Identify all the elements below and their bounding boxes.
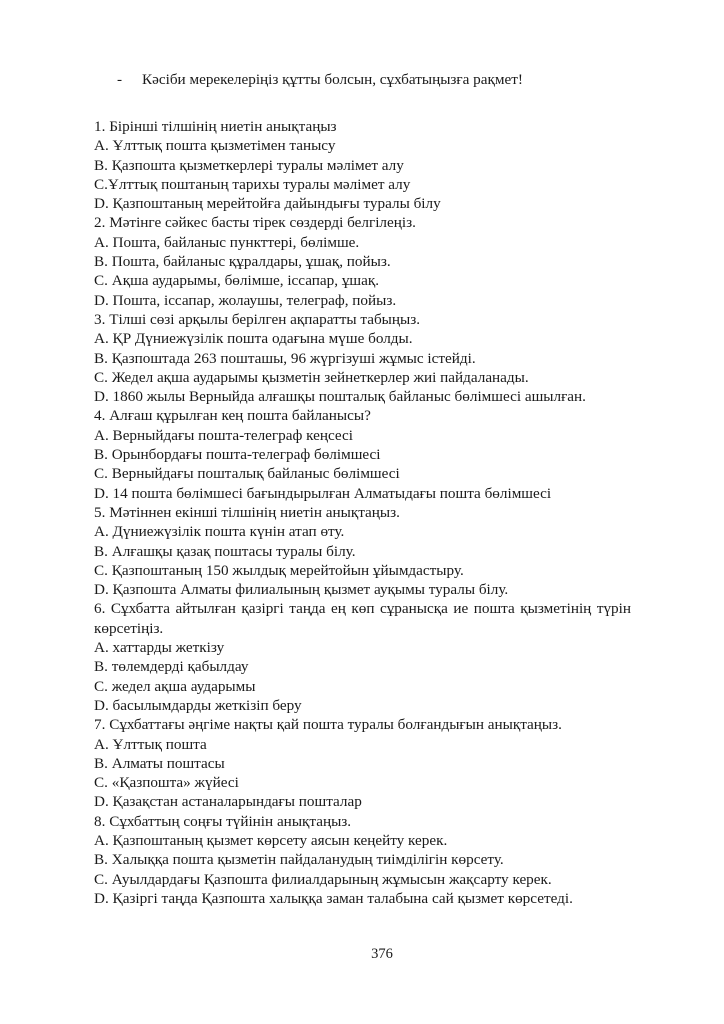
dash-bullet: - [117,71,123,88]
answer-option: C. Қазпоштаның 150 жылдық мерейтойын ұйымдастыру. [94,561,464,579]
answer-option: A. Ұлттық пошта қызметімен танысу [94,137,336,155]
question-text: 6. Сұхбатта айтылған қазіргі таңда ең көп сұранысқа ие пошта қызметінің түрін көрсетіңіз. [94,600,631,637]
answer-option: B. Орынбордағы пошта-телеграф бөлімшесі [94,446,381,464]
question-text: 5. Мәтіннен екінші тілшінің ниетін анықтаңыз. [94,503,400,521]
question-text: 8. Сұхбаттың соңғы түйінін анықтаңыз. [94,812,352,830]
question-block [94,503,631,599]
answer-option: A. Дүниежүзілік пошта күнін атап өту. [94,523,345,541]
question-list [94,117,631,908]
question-block [94,213,631,309]
answer-option: B. төлемдерді қабылдау [94,658,249,676]
closing-remark [117,70,523,89]
answer-option: A. хаттарды жеткізу [94,639,225,657]
answer-option: D. 1860 жылы Верныйда алғашқы пошталық байланыс бөлімшесі ашылған. [94,388,586,406]
answer-option: B. Алғашқы қазақ поштасы туралы білу. [94,542,356,560]
answer-option: A. Ұлттық пошта [94,735,207,753]
answer-option: A. Верныйдағы пошта-телеграф кеңсесі [94,426,353,444]
answer-option: D. Қазпошта Алматы филиалының қызмет ауқымы туралы білу. [94,581,509,599]
page-number: 376 [371,946,393,962]
answer-option: C. Ауылдардағы Қазпошта филиалдарының жұмысын жақсарту керек. [94,870,552,888]
answer-option: D. басылымдарды жеткізіп беру [94,696,302,714]
question-block [94,715,631,811]
question-text: 7. Сұхбаттағы әңгіме нақты қай пошта туралы болғандығын анықтаңыз. [94,716,562,734]
answer-option: C. Ақша аударымы, бөлімше, іссапар, ұшақ. [94,272,380,290]
answer-option: D. Пошта, іссапар, жолаушы, телеграф, пойыз. [94,291,397,309]
answer-option: C.Ұлттық поштаның тарихы туралы мәлімет алу [94,175,411,193]
answer-option: B. Халыққа пошта қызметін пайдаланудың тиімділігін көрсету. [94,851,504,869]
answer-option: B. Пошта, байланыс құралдары, ұшақ, пойыз. [94,253,391,271]
question-block [94,599,631,715]
answer-option: C. жедел ақша аударымы [94,677,256,695]
answer-option: C. Верныйдағы пошталық байланыс бөлімшесі [94,465,400,483]
closing-remark-text: Кәсіби мерекелеріңіз құтты болсын, сұхбатыңызға рақмет! [142,71,523,88]
answer-option: A. ҚР Дүниежүзілік пошта одағына мүше болды. [94,330,413,348]
question-text: 3. Тілші сөзі арқылы берілген ақпаратты табыңыз. [94,310,421,328]
answer-option: B. Қазпоштада 263 пошташы, 96 жүргізуші жұмыс істейді. [94,349,476,367]
question-block [94,117,631,213]
question-block [94,310,631,406]
answer-option: B. Қазпошта қызметкерлері туралы мәлімет алу [94,156,404,174]
answer-option: D. Қазпоштаның мерейтойға дайындығы туралы білу [94,195,441,213]
question-text: 1. Бірінші тілшінің ниетін анықтаңыз [94,118,337,135]
question-block [94,406,631,502]
answer-option: D. Қазақстан астаналарындағы пошталар [94,793,362,811]
answer-option: C. Жедел ақша аударымы қызметін зейнеткерлер жиі пайдаланады. [94,368,529,386]
answer-option: B. Алматы поштасы [94,754,225,772]
question-text: 4. Алғаш құрылған кең пошта байланысы? [94,407,371,425]
question-block [94,812,631,908]
answer-option: C. «Қазпошта» жүйесі [94,774,239,792]
answer-option: A. Пошта, байланыс пункттері, бөлімше. [94,233,360,251]
answer-option: A. Қазпоштаның қызмет көрсету аясын кеңейту керек. [94,831,448,849]
answer-option: D. 14 пошта бөлімшесі бағындырылған Алматыдағы пошта бөлімшесі [94,484,552,502]
question-text: 2. Мәтінге сәйкес басты тірек сөздерді белгілеңіз. [94,214,416,232]
answer-option: D. Қазіргі таңда Қазпошта халыққа заман талабына сай қызмет көрсетеді. [94,889,573,907]
